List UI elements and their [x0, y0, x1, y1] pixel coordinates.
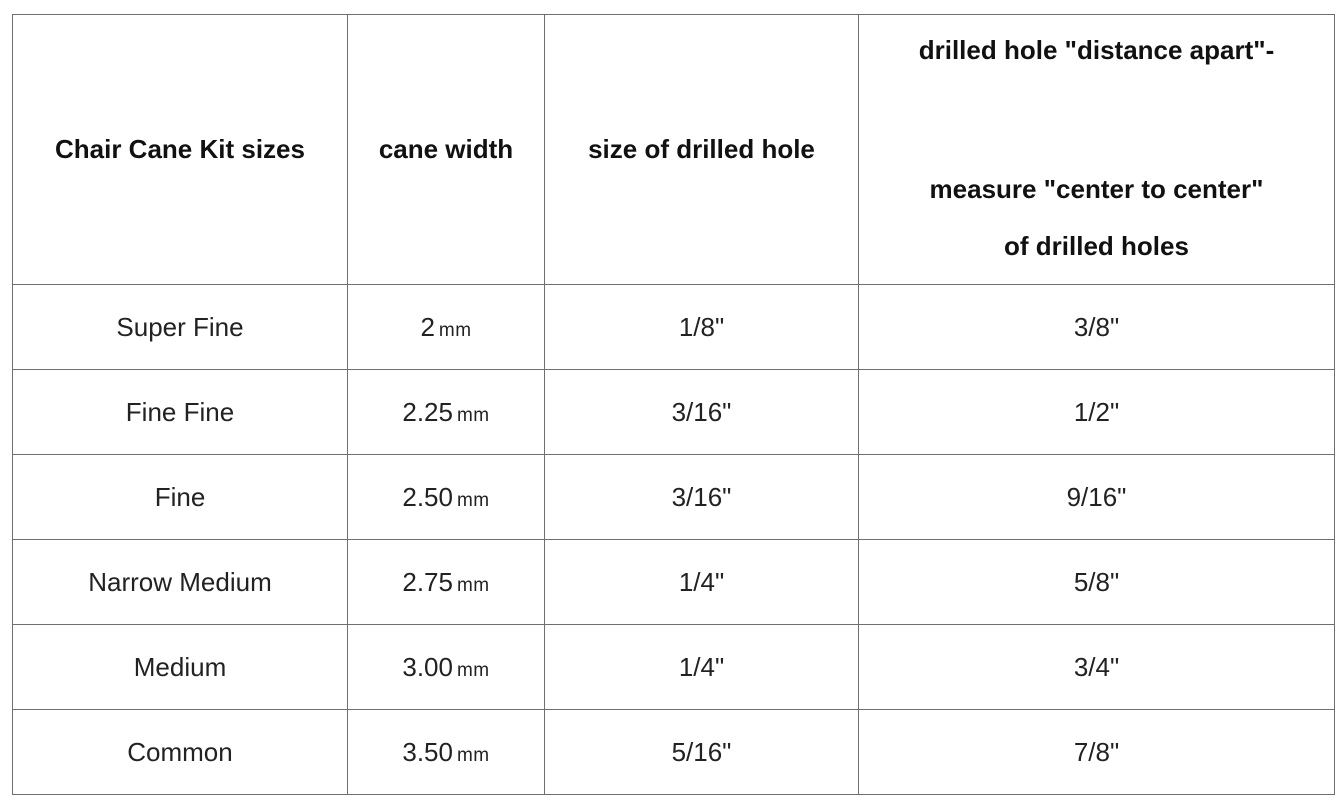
cell-width: [348, 540, 545, 625]
cell-distance: 9/16": [859, 455, 1335, 540]
table-row: [13, 540, 1335, 625]
cell-distance: 3/8": [859, 285, 1335, 370]
width-value: 2.25: [402, 396, 453, 427]
cell-hole: 1/8": [545, 285, 859, 370]
cell-width: [348, 710, 545, 795]
width-unit: mm: [456, 659, 490, 681]
cell-distance: 7/8": [859, 710, 1335, 795]
width-value: 2: [420, 311, 435, 342]
header-row: [13, 15, 1335, 285]
cell-kit: Fine Fine: [13, 370, 348, 455]
cell-distance: 1/2": [859, 370, 1335, 455]
cell-kit: Narrow Medium: [13, 540, 348, 625]
header-distance-line-3: of drilled holes: [1004, 231, 1189, 261]
header-kit-sizes: Chair Cane Kit sizes: [13, 15, 348, 285]
width-value: 3.50: [402, 736, 453, 767]
cane-size-table: [12, 14, 1335, 795]
cell-hole: 1/4": [545, 625, 859, 710]
cell-distance: 5/8": [859, 540, 1335, 625]
header-distance-line-1: drilled hole "distance apart"-: [918, 35, 1275, 65]
cell-width: [348, 625, 545, 710]
width-value: 3.00: [402, 651, 453, 682]
cell-distance: 3/4": [859, 625, 1335, 710]
width-value: 2.50: [402, 481, 453, 512]
cell-hole: 3/16": [545, 455, 859, 540]
width-unit: mm: [456, 744, 490, 766]
width-unit: mm: [456, 574, 490, 596]
width-unit: mm: [438, 319, 472, 341]
cell-width: [348, 455, 545, 540]
table-row: [13, 710, 1335, 795]
cell-width: [348, 285, 545, 370]
header-distance-line-2: measure "center to center": [929, 174, 1264, 204]
width-unit: mm: [456, 489, 490, 511]
cell-width: [348, 370, 545, 455]
header-cane-width: cane width: [348, 15, 545, 285]
header-distance-apart: [859, 15, 1335, 285]
cell-kit: Fine: [13, 455, 348, 540]
cell-hole: 5/16": [545, 710, 859, 795]
cell-hole: 1/4": [545, 540, 859, 625]
width-unit: mm: [456, 404, 490, 426]
cell-kit: Medium: [13, 625, 348, 710]
table-header: [13, 15, 1335, 285]
cell-kit: Common: [13, 710, 348, 795]
table-row: [13, 625, 1335, 710]
width-value: 2.75: [402, 566, 453, 597]
cell-hole: 3/16": [545, 370, 859, 455]
table-row: [13, 285, 1335, 370]
table-row: [13, 455, 1335, 540]
cell-kit: Super Fine: [13, 285, 348, 370]
table-row: [13, 370, 1335, 455]
header-hole-size: size of drilled hole: [545, 15, 859, 285]
table-body: [13, 285, 1335, 795]
